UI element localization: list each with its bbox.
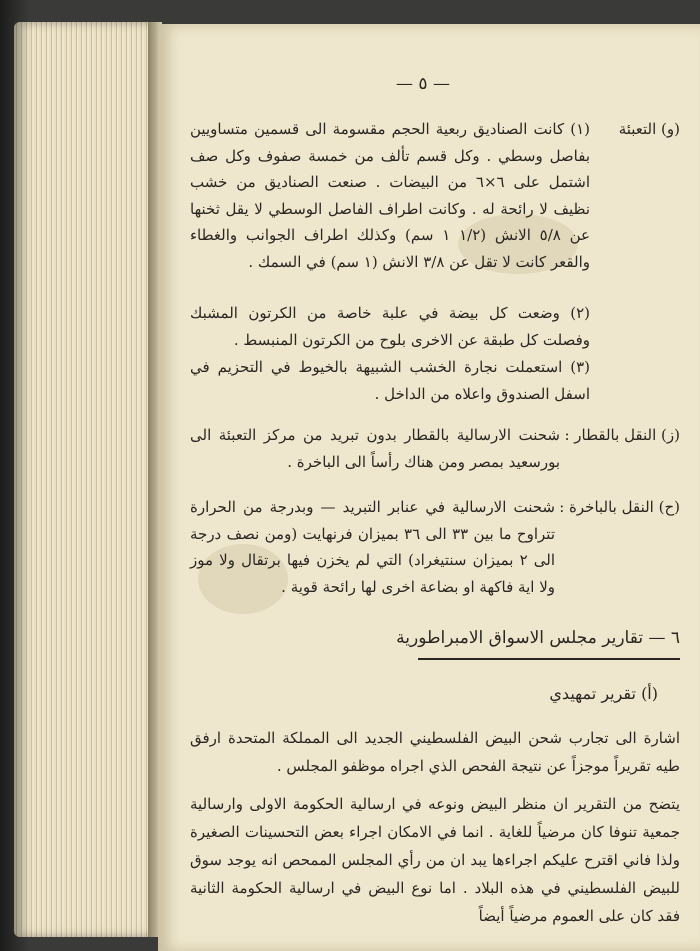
report-paragraph: يتضح من التقرير ان منظر البيض ونوعه في ارسالية الحكومة الاولى وارسالية جمعية تنوفا كان مرضياً للغاية . انما في الامكان اجراء بعض التحسينات الصغيرة ولذا فاني اقترح عليكم اجراءها يبد ان من رأي المجلس الممحص انه يوجد سوق للبيض الفلسطيني في هذه البلاد . اما نوع البيض في ارسالية الحكومة الثانية فقد كان على العموم مرضياً أيضاً bbox=[190, 795, 680, 925]
page-number: — ٥ — bbox=[396, 74, 450, 94]
packing-item-1: (١) كانت الصناديق ربعية الحجم مقسومة الى قسمين متساويين بفاصل وسطي . وكل قسم تألف من خمسة صفوف وكل صف اشتمل على ٦×٦ من البيضات . صنعت الصناديق من خشب نظيف لا رائحة له . وكانت اطراف الفاصل الوسطي لا يقل ثخنها عن ٥/٨ الانش (١/٢ ١ سم) وكذلك اطراف الجوانب والغطاء والقعر كانت لا تقل عن ٣/٨ الانش (١ سم) في السمك . bbox=[190, 120, 591, 271]
heading-underline bbox=[418, 658, 680, 660]
rail-transport-text: شحنت الارسالية بالقطار بدون تبريد من مركز التعبئة الى بورسعيد بمصر ومن هناك رأساً الى الباخرة . bbox=[190, 426, 560, 471]
book-page bbox=[158, 24, 700, 951]
page-edges bbox=[14, 22, 152, 937]
ship-transport-text: شحنت الارسالية في عنابر التبريد — وبدرجة من الحرارة تتراوح ما بين ٣٣ الى ٣٦ بميزان فرنهايت (ومن نصف درجة الى ٢ بميزان سنتيغراد) التي لم يخزن فيها برتقال ولا موز ولا اية فاكهة او بضاعة اخرى لها رائحة قوية . bbox=[190, 498, 555, 596]
intro-paragraph: اشارة الى تجارب شحن البيض الفلسطيني الجديد الى المملكة المتحدة ارفق طيه تقريراً موجزاً عن نتيجة الفحص الذي اجراه موظفو المجلس . bbox=[190, 729, 680, 775]
section-label-ship: (ح) النقل بالباخرة : bbox=[559, 498, 680, 516]
section-heading-6: ٦ — تقارير مجلس الاسواق الامبراطورية bbox=[396, 628, 680, 648]
section-label-packing: (و) التعبئة bbox=[618, 120, 680, 138]
packing-item-2: (٢) وضعت كل بيضة في علبة خاصة من الكرتون المشبك وفصلت كل طبقة عن الاخرى بلوح من الكرتون المنبسط . bbox=[190, 304, 590, 349]
packing-item-3: (٣) استعملت نجارة الخشب الشبيهة بالخيوط في التحزيم في اسفل الصندوق واعلاه من الداخل . bbox=[190, 358, 590, 403]
subheading-preliminary-report: (أ) تقرير تمهيدي bbox=[549, 684, 658, 703]
section-label-rail: (ز) النقل بالقطار : bbox=[564, 426, 680, 444]
